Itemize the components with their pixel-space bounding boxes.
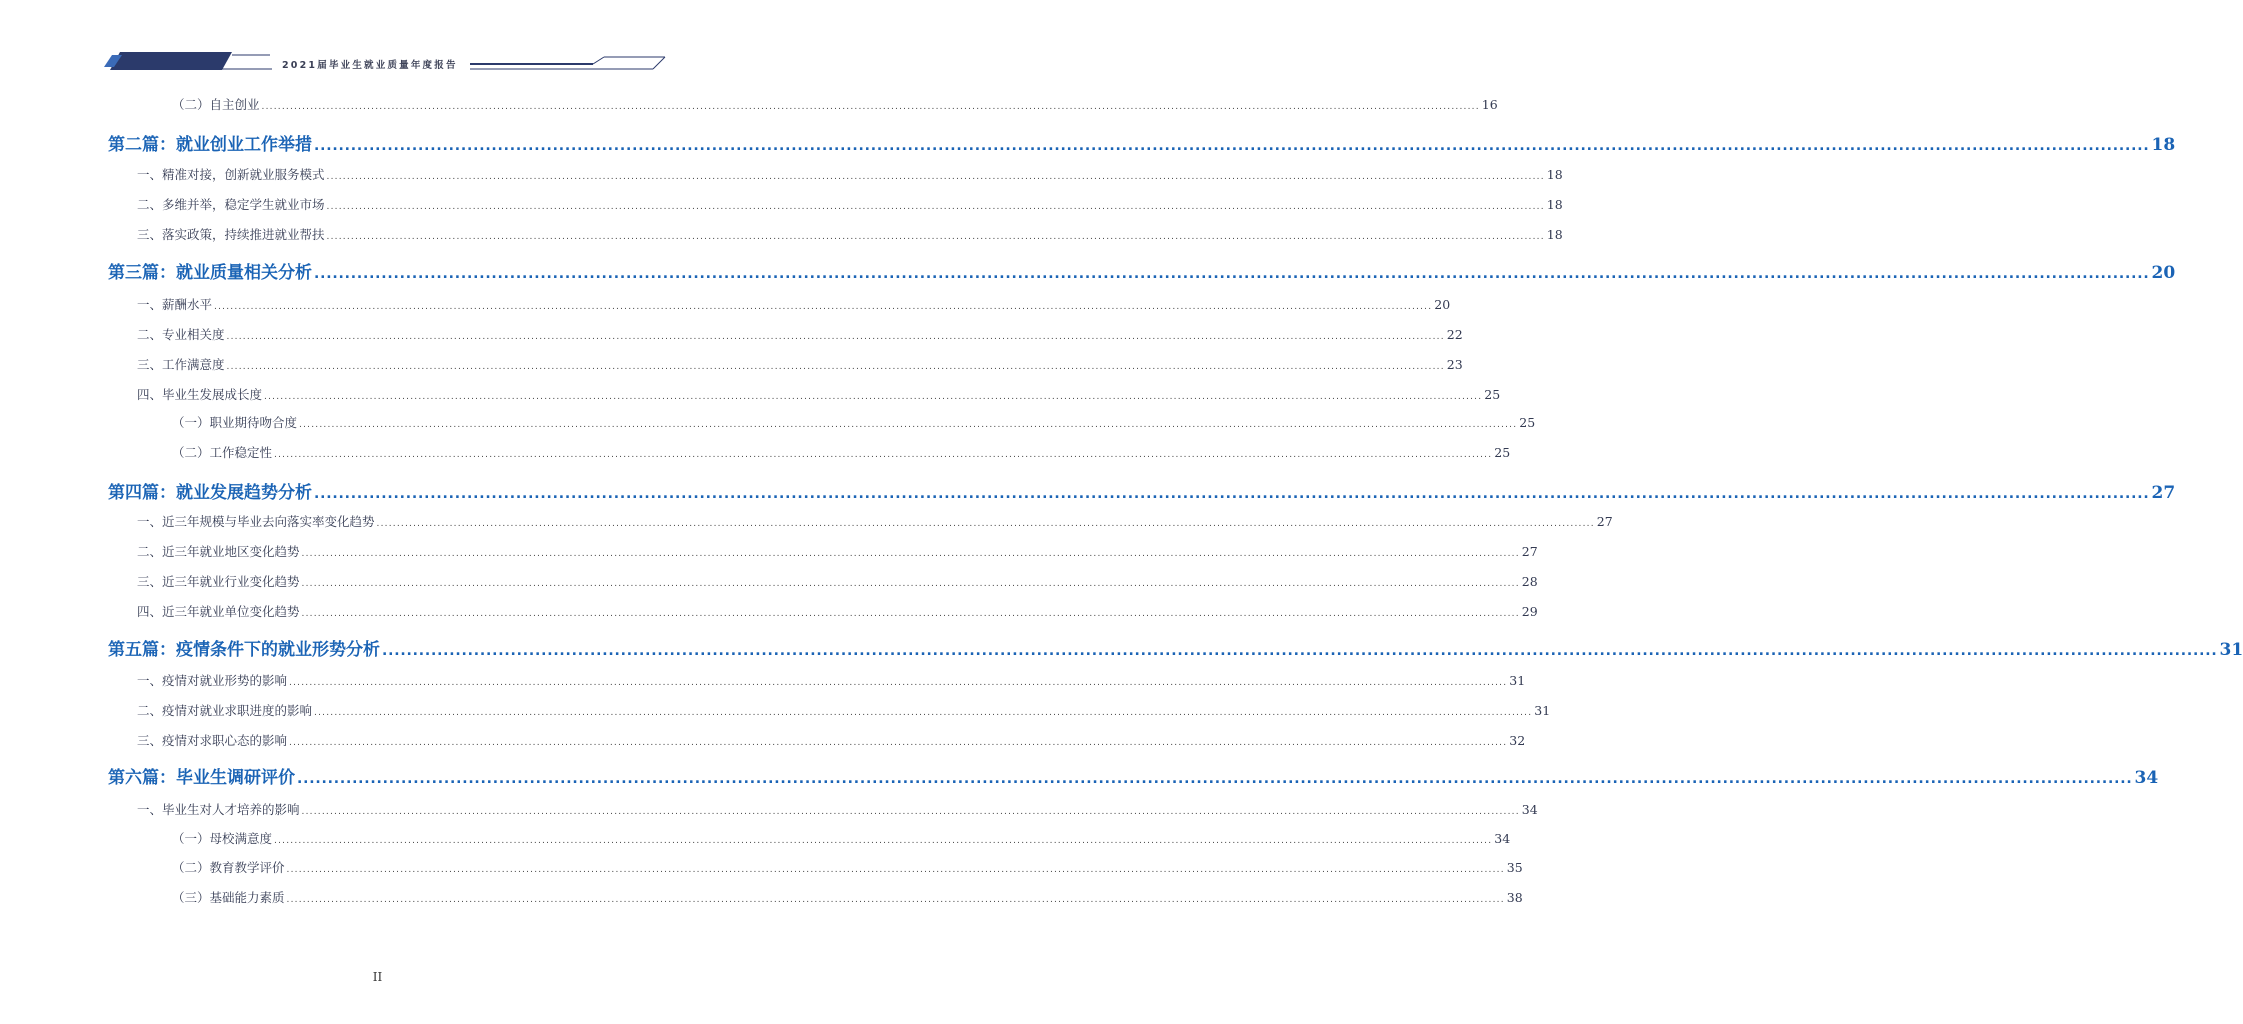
toc-leader-dots: ............................................................................................................................................................................................................................................................................................................ — [314, 138, 2150, 154]
toc-entry-page-number: 23 — [1446, 357, 1463, 372]
header-title: 2021届毕业生就业质量年度报告 — [282, 60, 458, 71]
toc-entry-page-number: 29 — [1521, 604, 1538, 619]
toc-leader-dots: ............................................................................................................................................................................................................................................................................................................ — [326, 172, 1545, 182]
toc-subsection-entry[interactable] — [172, 829, 1511, 847]
toc-chapter-entry[interactable] — [108, 258, 2176, 283]
toc-entry-label: 二、专业相关度 — [137, 327, 225, 342]
toc-leader-dots: ............................................................................................................................................................................................................................................................................................................ — [226, 362, 1445, 372]
toc-subsection-entry[interactable] — [172, 95, 1498, 113]
toc-section-entry[interactable] — [137, 225, 1563, 243]
page-number: II — [372, 970, 383, 984]
toc-leader-dots: ............................................................................................................................................................................................................................................................................................................ — [261, 102, 1480, 112]
toc-entry-page-number: 25 — [1484, 387, 1501, 402]
toc-entry-label: 第三篇：就业质量相关分析 — [108, 263, 312, 283]
toc-entry-page-number: 38 — [1506, 890, 1523, 905]
toc-entry-label: 二、疫情对就业求职进度的影响 — [137, 703, 313, 718]
toc-entry-label: 一、薪酬水平 — [137, 297, 213, 312]
toc-leader-dots: ............................................................................................................................................................................................................................................................................................................ — [301, 609, 1520, 619]
toc-entry-label: 二、近三年就业地区变化趋势 — [137, 544, 300, 559]
toc-entry-page-number: 18 — [1546, 167, 1563, 182]
toc-section-entry[interactable] — [137, 195, 1563, 213]
toc-entry-label: 一、近三年规模与毕业去向落实率变化趋势 — [137, 514, 375, 529]
toc-entry-label: 第二篇：就业创业工作举措 — [108, 135, 312, 155]
toc-entry-label: 三、工作满意度 — [137, 357, 225, 372]
toc-entry-label: 四、毕业生发展成长度 — [137, 387, 263, 402]
toc-entry-page-number: 22 — [1446, 327, 1463, 342]
toc-entry-label: （二）教育教学评价 — [172, 860, 285, 875]
toc-leader-dots: ............................................................................................................................................................................................................................................................................................................ — [289, 678, 1508, 688]
toc-entry-label: 一、毕业生对人才培养的影响 — [137, 802, 300, 817]
toc-entry-page-number: 18 — [1546, 197, 1563, 212]
toc-section-entry[interactable] — [137, 731, 1526, 749]
toc-entry-label: 第六篇：毕业生调研评价 — [108, 768, 295, 788]
toc-entry-page-number: 18 — [1546, 227, 1563, 242]
toc-entry-label: （二）工作稳定性 — [172, 445, 273, 460]
toc-entry-page-number: 20 — [2151, 263, 2176, 283]
toc-leader-dots: ............................................................................................................................................................................................................................................................................................................ — [314, 486, 2150, 502]
toc-leader-dots: ............................................................................................................................................................................................................................................................................................................ — [297, 771, 2133, 787]
toc-entry-page-number: 31 — [2219, 640, 2243, 660]
toc-subsection-entry[interactable] — [172, 413, 1536, 431]
toc-chapter-entry[interactable] — [108, 763, 2159, 788]
toc-entry-page-number: 25 — [1494, 445, 1511, 460]
toc-entry-label: 四、近三年就业单位变化趋势 — [137, 604, 300, 619]
toc-entry-page-number: 16 — [1481, 97, 1498, 112]
page-header — [0, 0, 755, 80]
toc-entry-label: （三）基础能力素质 — [172, 890, 285, 905]
toc-entry-label: （一）母校满意度 — [172, 831, 273, 846]
toc-leader-dots: ............................................................................................................................................................................................................................................................................................................ — [264, 392, 1483, 402]
toc-entry-page-number: 34 — [1521, 802, 1538, 817]
toc-entry-page-number: 20 — [1434, 297, 1451, 312]
toc-section-entry[interactable] — [137, 602, 1538, 620]
toc-leader-dots: ............................................................................................................................................................................................................................................................................................................ — [376, 519, 1595, 529]
toc-entry-label: 三、近三年就业行业变化趋势 — [137, 574, 300, 589]
toc-leader-dots: ............................................................................................................................................................................................................................................................................................................ — [299, 420, 1518, 430]
toc-section-entry[interactable] — [137, 325, 1463, 343]
toc-entry-label: 三、疫情对求职心态的影响 — [137, 733, 288, 748]
toc-leader-dots: ............................................................................................................................................................................................................................................................................................................ — [301, 549, 1520, 559]
toc-section-entry[interactable] — [137, 165, 1563, 183]
toc-entry-page-number: 27 — [1596, 514, 1613, 529]
toc-leader-dots: ............................................................................................................................................................................................................................................................................................................ — [289, 738, 1508, 748]
toc-entry-label: 一、精准对接，创新就业服务模式 — [137, 167, 325, 182]
toc-entry-page-number: 32 — [1509, 733, 1526, 748]
toc-subsection-entry[interactable] — [172, 888, 1523, 906]
toc-entry-label: 一、疫情对就业形势的影响 — [137, 673, 288, 688]
toc-section-entry[interactable] — [137, 572, 1538, 590]
toc-leader-dots: ............................................................................................................................................................................................................................................................................................................ — [326, 232, 1545, 242]
toc-subsection-entry[interactable] — [172, 443, 1511, 461]
toc-section-entry[interactable] — [137, 671, 1526, 689]
toc-entry-page-number: 25 — [1519, 415, 1536, 430]
toc-chapter-entry[interactable] — [108, 130, 2176, 155]
toc-section-entry[interactable] — [137, 385, 1501, 403]
toc-section-entry[interactable] — [137, 355, 1463, 373]
toc-leader-dots: ............................................................................................................................................................................................................................................................................................................ — [274, 836, 1493, 846]
toc-leader-dots: ............................................................................................................................................................................................................................................................................................................ — [326, 202, 1545, 212]
toc-chapter-entry[interactable] — [108, 478, 2176, 503]
toc-entry-page-number: 18 — [2151, 135, 2176, 155]
toc-entry-label: 二、多维并举，稳定学生就业市场 — [137, 197, 325, 212]
toc-entry-label: 第四篇：就业发展趋势分析 — [108, 483, 312, 503]
toc-leader-dots: ............................................................................................................................................................................................................................................................................................................ — [382, 643, 2218, 659]
toc-leader-dots: ............................................................................................................................................................................................................................................................................................................ — [274, 450, 1493, 460]
toc-entry-page-number: 27 — [2151, 483, 2176, 503]
toc-entry-label: 三、落实政策，持续推进就业帮扶 — [137, 227, 325, 242]
toc-entry-page-number: 34 — [2134, 768, 2159, 788]
toc-leader-dots: ............................................................................................................................................................................................................................................................................................................ — [301, 807, 1520, 817]
toc-entry-page-number: 34 — [1494, 831, 1511, 846]
toc-section-entry[interactable] — [137, 701, 1551, 719]
toc-section-entry[interactable] — [137, 295, 1451, 313]
toc-leader-dots: ............................................................................................................................................................................................................................................................................................................ — [214, 302, 1433, 312]
toc-subsection-entry[interactable] — [172, 858, 1523, 876]
toc-entry-label: 第五篇：疫情条件下的就业形势分析 — [108, 640, 380, 660]
toc-entry-label: （二）自主创业 — [172, 97, 260, 112]
toc-section-entry[interactable] — [137, 512, 1613, 530]
toc-leader-dots: ............................................................................................................................................................................................................................................................................................................ — [286, 895, 1505, 905]
toc-leader-dots: ............................................................................................................................................................................................................................................................................................................ — [314, 708, 1533, 718]
toc-leader-dots: ............................................................................................................................................................................................................................................................................................................ — [314, 266, 2150, 282]
toc-entry-page-number: 31 — [1509, 673, 1526, 688]
toc-entry-page-number: 35 — [1506, 860, 1523, 875]
toc-leader-dots: ............................................................................................................................................................................................................................................................................................................ — [226, 332, 1445, 342]
toc-entry-label: （一）职业期待吻合度 — [172, 415, 298, 430]
toc-entry-page-number: 28 — [1521, 574, 1538, 589]
toc-section-entry[interactable] — [137, 542, 1538, 560]
toc-leader-dots: ............................................................................................................................................................................................................................................................................................................ — [286, 865, 1505, 875]
toc-entry-page-number: 27 — [1521, 544, 1538, 559]
toc-chapter-entry[interactable] — [108, 635, 2243, 660]
toc-leader-dots: ............................................................................................................................................................................................................................................................................................................ — [301, 579, 1520, 589]
toc-section-entry[interactable] — [137, 800, 1538, 818]
toc-entry-page-number: 31 — [1534, 703, 1551, 718]
